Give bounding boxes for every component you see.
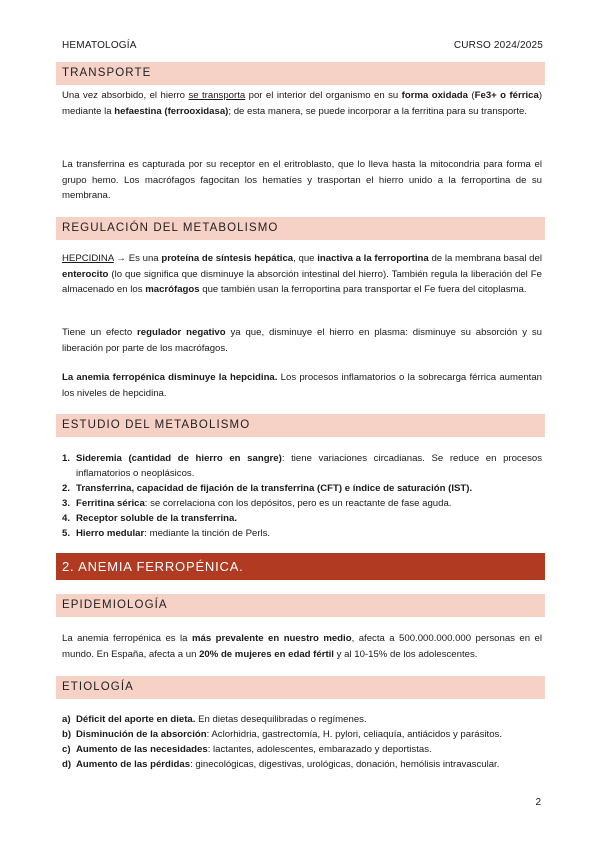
- list-item: a) Déficit del aporte en dieta. En dietas desequilibradas o regímenes.: [62, 714, 367, 725]
- section-heading-regulacion: REGULACIÓN DEL METABOLISMO: [56, 217, 545, 240]
- list-item: c) Aumento de las necesidades: lactantes, adolescentes, embarazado y deportistas.: [62, 744, 432, 755]
- transporte-paragraph-1: Una vez absorbido, el hierro se transporta por el interior del organismo en su forma oxidada (Fe3+ o férrica) mediante la hefaestina (ferrooxidasa); de esta manera, se puede incorporar a la ferritina para su transporte.: [62, 90, 543, 117]
- transporte-paragraph-2: La transferrina es capturada por su receptor en el eritroblasto, que lo lleva hasta la mitocondria para forma el grupo hemo. Los macrófagos fagocitan los hematíes y trasportan el hierro unido a la ferroportina de su membrana.: [62, 159, 542, 201]
- etiologia-list: [62, 712, 542, 772]
- list-item: 1. Sideremia (cantidad de hierro en sangre): tiene variaciones circadianas. Se reduce en procesos inflamatorios o neoplásicos.: [62, 453, 542, 479]
- section-heading-epidemiologia: EPIDEMIOLOGÍA: [56, 594, 545, 617]
- list-item: b) Disminución de la absorción: Aclorhidria, gastrectomía, H. pylori, celiaquía, antiácidos y parásitos.: [62, 729, 503, 740]
- header-course: CURSO 2024/2025: [453, 40, 543, 51]
- epidemiologia-paragraph: La anemia ferropénica es la más prevalente en nuestro medio, afecta a 500.000.000.000 personas en el mundo. En España, afecta a un 20% de mujeres en edad fértil y al 10-15% de los adolescentes.: [62, 633, 543, 660]
- section-heading-etiologia: ETIOLOGÍA: [56, 676, 545, 699]
- regulacion-paragraph-2: Tiene un efecto regulador negativo ya que, disminuye el hierro en plasma: disminuye su absorción y su liberación por parte de los macrófagos.: [62, 327, 543, 354]
- list-item: 3. Ferritina sérica: se correlaciona con los depósitos, pero es un reactante de fase aguda.: [62, 498, 452, 509]
- chapter-heading-anemia: 2. ANEMIA FERROPÉNICA.: [56, 553, 545, 580]
- regulacion-paragraph-3: La anemia ferropénica disminuye la hepcidina. Los procesos inflamatorios o la sobrecarga férrica aumentan los niveles de hepcidina.: [62, 372, 542, 399]
- list-item: d) Aumento de las pérdidas: ginecológicas, digestivas, urológicas, donación, hemólisis intravascular.: [62, 759, 500, 770]
- page-number: 2: [535, 797, 541, 808]
- estudio-list: [62, 451, 542, 541]
- section-heading-estudio: ESTUDIO DEL METABOLISMO: [56, 414, 545, 437]
- regulacion-paragraph-1: HEPCIDINA → Es una proteína de síntesis hepática, que inactiva a la ferroportina de la membrana basal del enterocito (lo que significa que disminuye la absorción intestinal del hierro). También regula la liberación del Fe almacenado en los macrófagos que también usan la ferroportina para transportar el Fe fuera del citoplasma.: [62, 253, 542, 295]
- list-item: 4. Receptor soluble de la transferrina.: [62, 513, 238, 524]
- section-heading-transporte: TRANSPORTE: [56, 62, 545, 85]
- list-item: 5. Hierro medular: mediante la tinción de Perls.: [62, 528, 271, 539]
- list-item: 2. Transferrina, capacidad de fijación de la transferrina (CFT) e índice de saturación (IST).: [62, 483, 473, 494]
- header-subject: HEMATOLOGÍA: [62, 40, 137, 51]
